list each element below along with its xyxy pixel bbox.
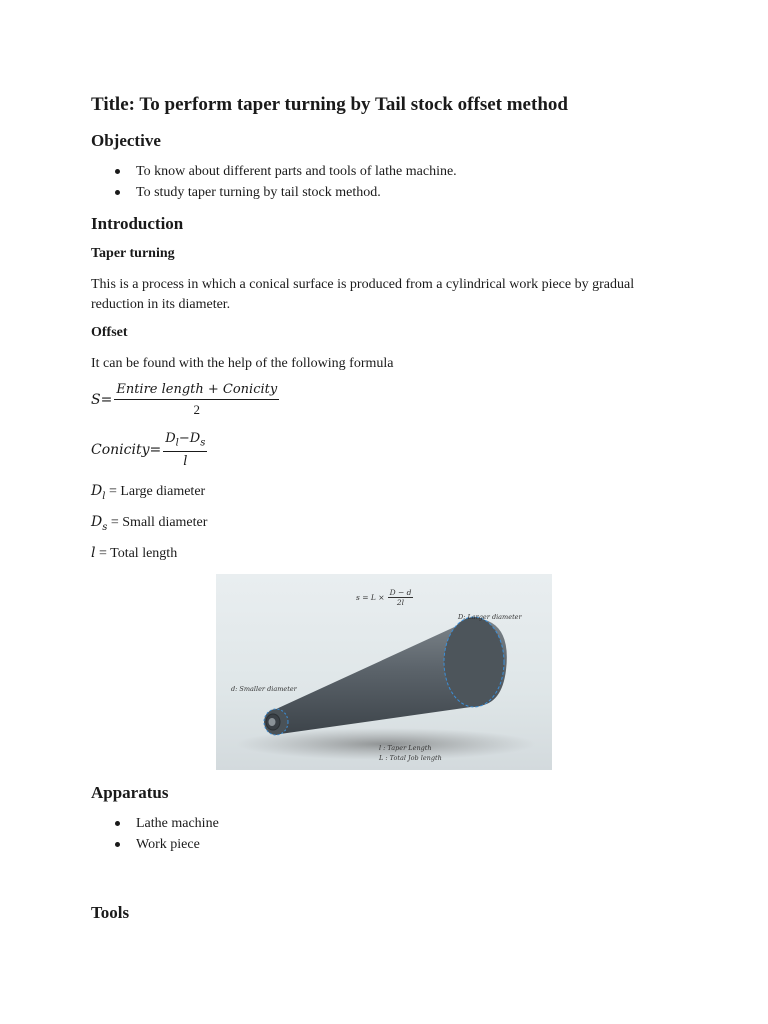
list-item: To know about different parts and tools of lathe machine. [91, 161, 457, 182]
figure-formula: s = L × $\frac{D - d}{2l}$ [356, 588, 412, 607]
objective-heading: Objective [91, 131, 161, 150]
large-diameter-definition: $D_l$ = Large diameter [91, 483, 206, 502]
offset-formula: S= $\frac{\text{Entire length + Conicity}}{2}$ [91, 382, 278, 417]
label-taper-length: l : Taper Length [379, 744, 432, 752]
list-item: To study taper turning by tail stock method. [91, 182, 457, 203]
objective-list [91, 161, 457, 203]
total-length-definition: l = Total length [91, 545, 178, 561]
conicity-formula: Conicity= $\frac{D_l-D_s}{l}$ [91, 431, 206, 469]
label-larger-diameter: D: Larger diameter [458, 613, 522, 621]
taper-turning-text: This is a process in which a conical surface is produced from a cylindrical work piece by gradual reduction in its diameter. [91, 277, 635, 312]
offset-fraction: $\frac{\text{Entire length + Conicity}}{2}$ [116, 382, 278, 417]
page-title: Title: To perform taper turning by Tail stock offset method [91, 94, 568, 115]
apparatus-heading: Apparatus [91, 783, 169, 802]
label-smaller-diameter: d: Smaller diameter [231, 685, 297, 693]
apparatus-list [91, 813, 219, 855]
conicity-fraction: $\frac{D_l-D_s}{l}$ [165, 431, 206, 469]
bullet-icon [115, 821, 120, 826]
offset-text: It can be found with the help of the following formula [91, 356, 394, 371]
bullet-icon [115, 842, 120, 847]
center-hole [269, 718, 276, 726]
small-diameter-definition: $D_s$ = Small diameter [91, 514, 208, 533]
list-item: Work piece [91, 834, 219, 855]
taper-diagram-image [216, 574, 552, 770]
label-total-length: L : Total Job length [379, 754, 442, 762]
bullet-icon [115, 169, 120, 174]
taper-turning-heading: Taper turning [91, 246, 175, 261]
list-item: Lathe machine [91, 813, 219, 834]
introduction-heading: Introduction [91, 214, 184, 233]
tools-heading: Tools [91, 903, 130, 922]
bullet-icon [115, 190, 120, 195]
offset-heading: Offset [91, 325, 128, 340]
large-end-face [444, 617, 504, 707]
